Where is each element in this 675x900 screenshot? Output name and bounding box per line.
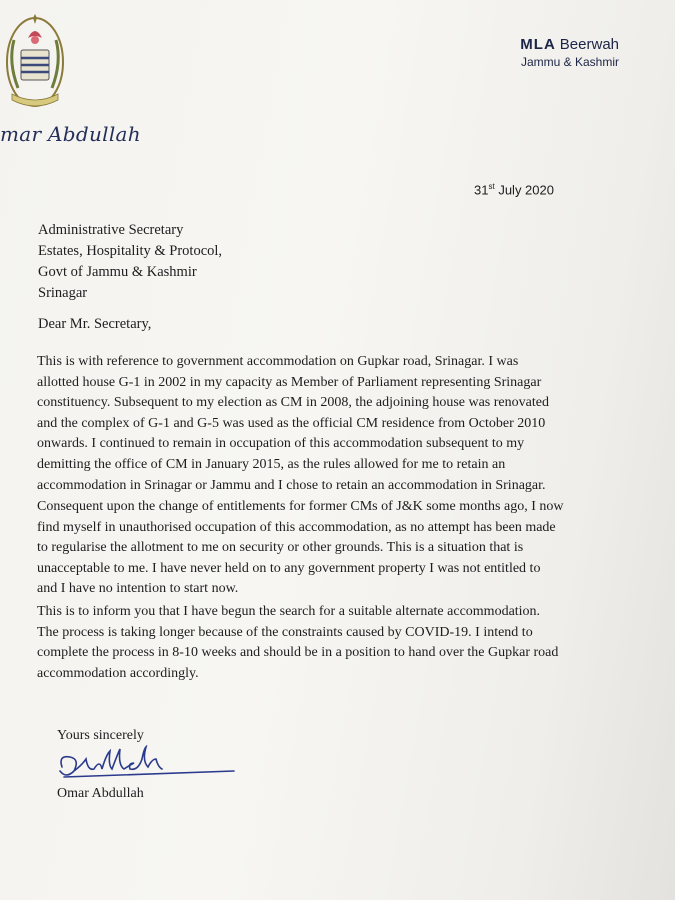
date-suffix: st [488,182,495,191]
paragraph-line: complete the process in 8-10 weeks and should be in a position to hand over the Gupkar road [37,645,559,661]
paragraph-line: onwards. I continued to remain in occupation of this accommodation subsequent to my [37,436,525,452]
paragraph-line: The process is taking longer because of the constraints caused by COVID-19. I intend to [37,624,533,640]
signer-name: Omar Abdullah [57,786,144,801]
handwritten-signature-icon [56,745,246,785]
paragraph-line: unacceptable to me. I have never held on to any government property I was not entitled to [37,560,541,576]
mla-title: MLA [520,36,556,53]
paragraph-line: find myself in unauthorised occupation of this accommodation, as no attempt has been made [37,519,556,535]
paragraph-line: constituency. Subsequent to my election as CM in 2008, the adjoining house was renovated [37,395,549,411]
recipient-line: Administrative Secretary [38,222,184,238]
paragraph-line: and the complex of G-1 and G-5 was used as the official CM residence from October 2010 [37,415,546,431]
letter-date [474,182,554,197]
paragraph-line: accommodation in Srinagar or Jammu and I chose to retain an accommodation in Srinagar. [37,477,546,493]
paragraph-line: and I have no intention to start now. [37,581,239,597]
date-day: 31 [474,182,489,198]
mla-constituency: Beerwah [559,36,619,53]
paragraph-line: allotted house G-1 in 2002 in my capacity as Member of Parliament representing Srinagar [37,374,542,390]
salutation: Dear Mr. Secretary, [38,316,152,332]
paragraph-line: Consequent upon the change of entitlements for former CMs of J&K some months ago, I now [37,499,564,514]
recipient-line: Srinagar [38,285,88,301]
letterhead-name-script: mar Abdullah [0,122,141,146]
body-paragraph-2 [37,497,612,600]
closing: Yours sincerely [57,728,144,743]
paragraph-line: This is with reference to government accommodation on Gupkar road, Srinagar. I was [37,354,519,369]
state-emblem-icon [4,10,66,114]
paragraph-line: accommodation accordingly. [37,665,199,681]
recipient-address [38,220,222,304]
date-month-year: July 2020 [498,182,554,198]
paragraph-line: demitting the office of CM in January 2015, as the rules allowed for me to retain an [37,456,506,472]
mla-state: Jammu & Kashmir [520,55,619,69]
body-paragraph-3 [37,602,612,684]
letterhead-mla-block [520,36,619,69]
recipient-line: Govt of Jammu & Kashmir [38,264,197,280]
body-paragraph-1 [37,352,612,496]
paragraph-line: This is to inform you that I have begun the search for a suitable alternate accommodation. [37,604,541,619]
paragraph-line: to regularise the allotment to me on security or other grounds. This is a situation that is [37,540,524,556]
recipient-line: Estates, Hospitality & Protocol, [38,243,223,259]
